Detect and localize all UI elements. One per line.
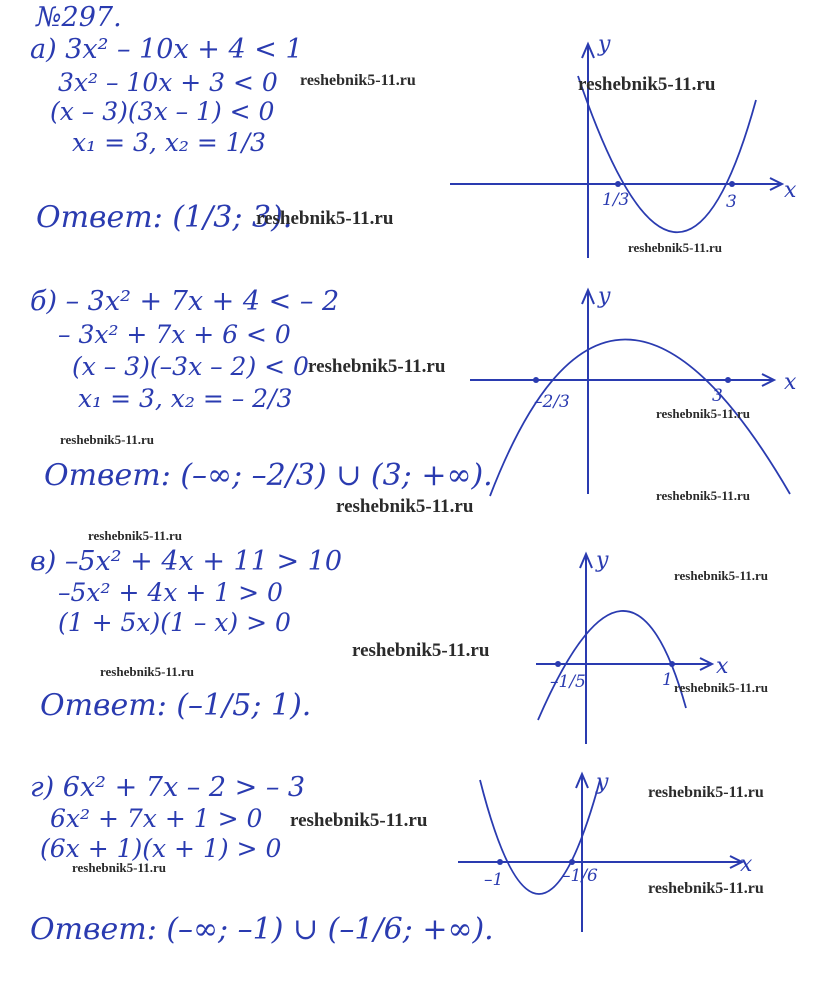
part-v-line-3: (1 + 5x)(1 – x) > 0 <box>58 608 291 637</box>
part-v-line-2: –5x² + 4x + 1 > 0 <box>58 578 283 607</box>
part-a-root-label-2: 3 <box>726 192 737 212</box>
watermark: reshebnik5-11.ru <box>578 74 716 95</box>
part-v-root-label-2: 1 <box>662 670 673 690</box>
watermark: reshebnik5-11.ru <box>336 496 474 517</box>
part-v-y-label: y <box>596 548 609 573</box>
part-a-y-label: y <box>598 32 611 57</box>
problem-number: №297. <box>36 2 122 33</box>
part-v-x-label: x <box>716 654 729 679</box>
watermark: reshebnik5-11.ru <box>100 664 195 679</box>
watermark: reshebnik5-11.ru <box>60 432 155 447</box>
part-g-y-label: y <box>596 770 609 795</box>
part-a-root-label-1: 1/3 <box>602 190 630 210</box>
part-b-root-label-2: 3 <box>712 386 723 406</box>
part-a-answer: Ответ: (1/3; 3). <box>36 200 293 235</box>
part-b-line-2: – 3x² + 7x + 6 < 0 <box>58 320 291 349</box>
part-g-line-1: г) 6x² + 7x – 2 > – 3 <box>30 772 306 803</box>
part-g-root-2 <box>569 859 575 865</box>
part-a-line-4: x₁ = 3, x₂ = 1/3 <box>72 128 266 157</box>
part-g-root-label-2: –1/6 <box>562 866 598 886</box>
part-b-x-label: x <box>784 370 797 395</box>
part-b-root-1 <box>533 377 539 383</box>
part-g-line-2: 6x² + 7x + 1 > 0 <box>50 804 263 833</box>
part-v-root-label-1: –1/5 <box>550 672 586 692</box>
watermark: reshebnik5-11.ru <box>674 680 769 695</box>
part-b-y-label: y <box>598 284 611 309</box>
part-g-line-3: (6x + 1)(x + 1) > 0 <box>40 834 282 863</box>
watermark: reshebnik5-11.ru <box>648 784 764 801</box>
part-b-root-2 <box>725 377 731 383</box>
part-b-line-1: б) – 3x² + 7x + 4 < – 2 <box>30 286 340 317</box>
part-a-root-2 <box>729 181 735 187</box>
part-b-root-label-1: –2/3 <box>534 392 570 412</box>
part-v-answer: Ответ: (–1/5; 1). <box>40 688 312 723</box>
part-g-answer: Ответ: (–∞; –1) ∪ (–1/6; +∞). <box>30 912 494 947</box>
part-a-line-1: а) 3x² – 10x + 4 < 1 <box>30 34 303 65</box>
watermark: reshebnik5-11.ru <box>352 640 490 661</box>
part-b-graph <box>460 284 820 504</box>
watermark: reshebnik5-11.ru <box>648 880 764 897</box>
watermark: reshebnik5-11.ru <box>656 406 751 421</box>
part-b-line-4: x₁ = 3, x₂ = – 2/3 <box>78 384 293 413</box>
part-a-x-label: x <box>784 178 797 203</box>
part-b-line-3: (x – 3)(–3x – 2) < 0 <box>72 352 309 381</box>
part-v-line-1: в) –5x² + 4x + 11 > 10 <box>30 546 343 577</box>
watermark: reshebnik5-11.ru <box>88 528 183 543</box>
part-v-root-1 <box>555 661 561 667</box>
part-g-root-1 <box>497 859 503 865</box>
watermark: reshebnik5-11.ru <box>256 208 394 229</box>
part-a-root-1 <box>615 181 621 187</box>
watermark: reshebnik5-11.ru <box>300 72 416 89</box>
part-a-graph <box>440 30 810 270</box>
watermark: reshebnik5-11.ru <box>628 240 723 255</box>
part-a-line-3: (x – 3)(3x – 1) < 0 <box>50 97 275 126</box>
part-g-root-label-1: –1 <box>484 870 504 890</box>
part-b-answer: Ответ: (–∞; –2/3) ∪ (3; +∞). <box>44 458 493 493</box>
watermark: reshebnik5-11.ru <box>674 568 769 583</box>
part-a-line-2: 3x² – 10x + 3 < 0 <box>58 68 278 97</box>
watermark: reshebnik5-11.ru <box>308 356 446 377</box>
watermark: reshebnik5-11.ru <box>72 860 167 875</box>
part-g-x-label: x <box>740 852 753 877</box>
part-v-root-2 <box>669 661 675 667</box>
watermark: reshebnik5-11.ru <box>656 488 751 503</box>
watermark: reshebnik5-11.ru <box>290 810 428 831</box>
